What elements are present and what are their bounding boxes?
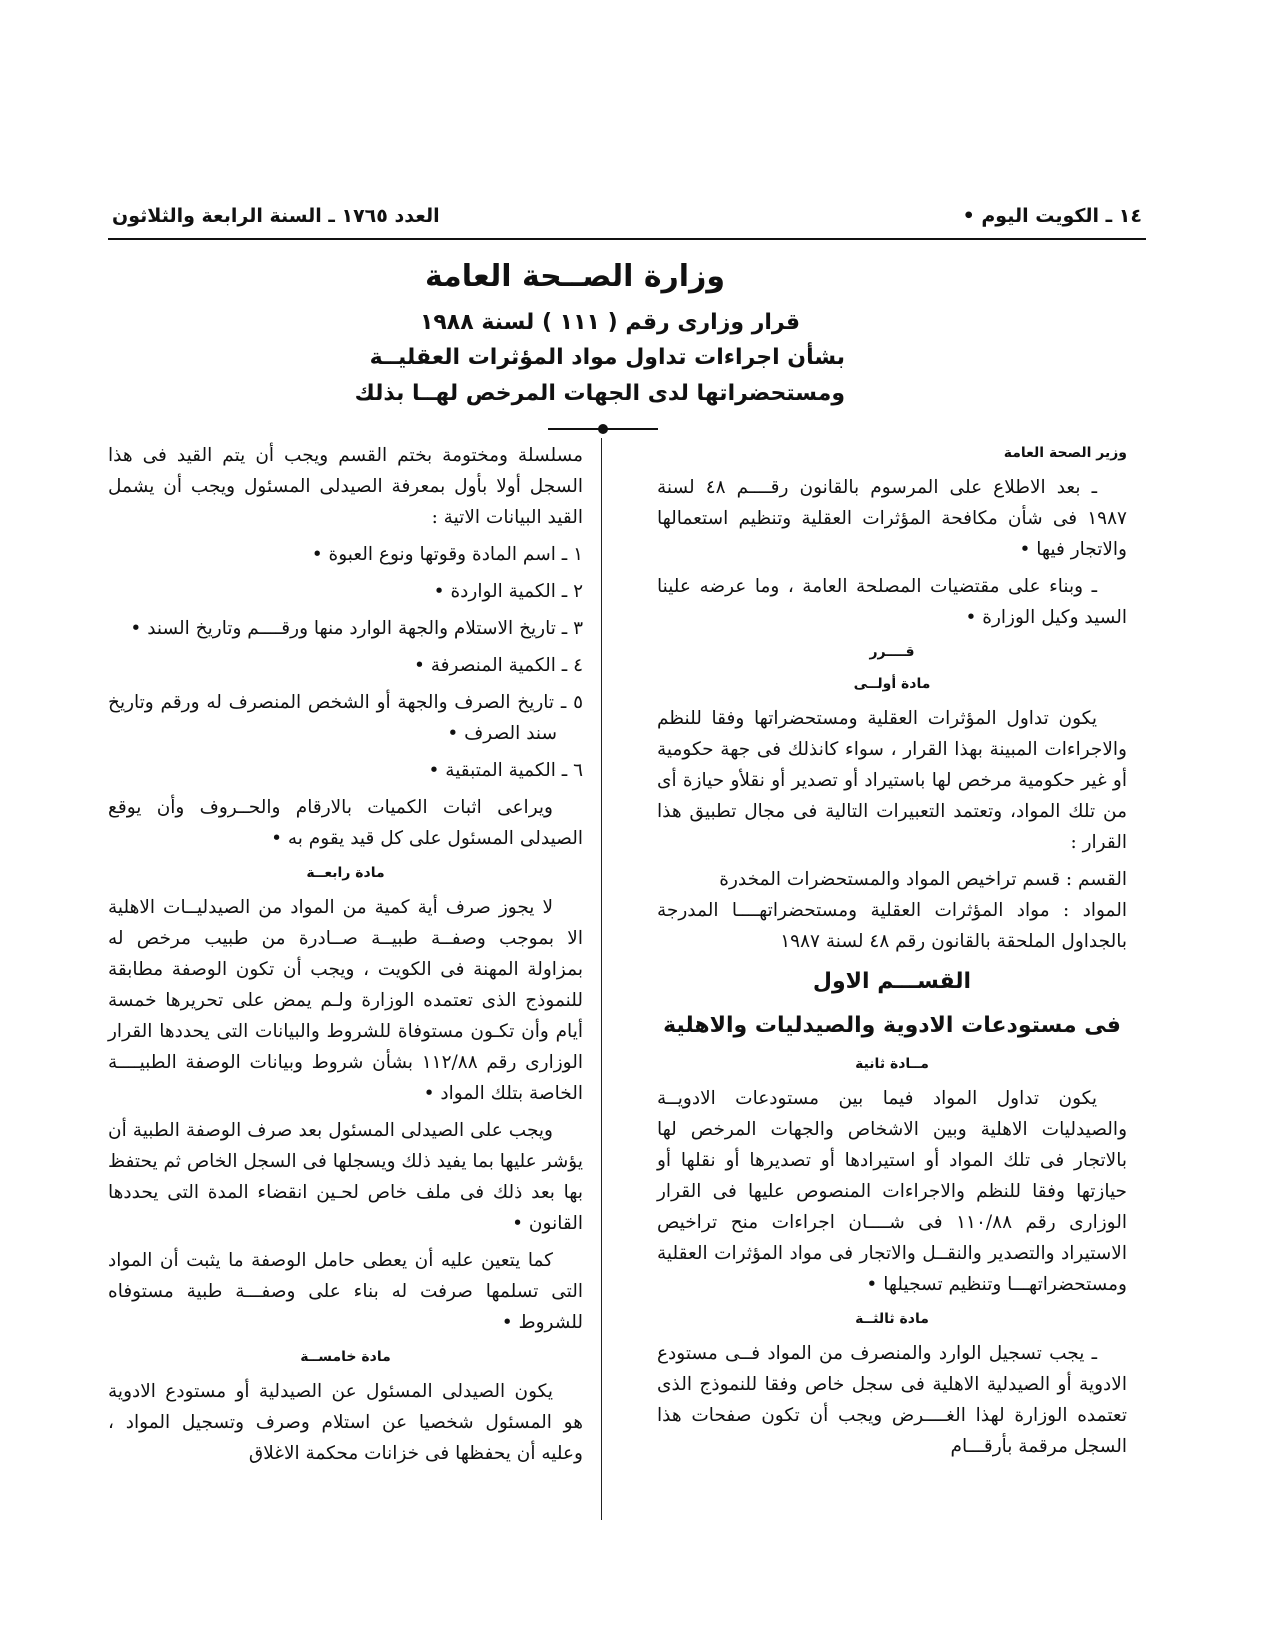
decree-number: قرار وزارى رقم ( ١١١ ) لسنة ١٩٨٨ <box>419 310 800 335</box>
register-item: ٣ ـ تاريخ الاستلام والجهة الوارد منها ورقــــم وتاريخ السند • <box>130 618 583 639</box>
article-4-text: لا يجوز صرف أية كمية من المواد من الصيدليــات الاهلية الا بموجب وصفــة طبيــة صــادرة من طبيب مرخص له بمزاولة المهنة فى الكويت ، ويجب أن تكون الوصفة مطابقة للنموذج الذى تعتمده الوزارة ولـم يمض على تحريرها خمسة أيام وأن تكـون مستوفاة للشروط والبيانات التى يحددها القرار الوزارى رقم ١١٢/٨٨ بشأن شروط وبيانات الوصفة الطبيــــة الخاصة بتلك المواد • <box>108 897 583 1104</box>
definition-materials: المواد : مواد المؤثرات العقلية ومستحضراتهــــا المدرجة بالجداول الملحقة بالقانون رقم ٤٨ لسنة ١٩٨٧ <box>657 900 1127 952</box>
running-header <box>112 205 1142 235</box>
left-column <box>108 440 583 1475</box>
issue-reference: العدد ١٧٦٥ ـ السنة الرابعة والثلاثون <box>112 205 440 227</box>
register-item: ٢ ـ الكمية الواردة • <box>433 581 583 602</box>
right-column <box>657 440 1127 1468</box>
article-1-text: يكون تداول المؤثرات العقلية ومستحضراتها وفقا للنظم والاجراءات المبينة بهذا القرار ، سواء كانذلك فى جهة حكومية أو غير حكومية مرخص لها باستيراد أو تصدير أو نقلأو حيازة أى من تلك المواد، وتعتمد التعبيرات التالية فى مجال تطبيق هذا القرار : <box>657 708 1127 853</box>
decided-label: قــــرر <box>869 644 915 660</box>
decree-subject-line-1: بشأن اجراءات تداول مواد المؤثرات العقليــة <box>369 345 845 370</box>
ministry-title: وزارة الصــحة العامة <box>424 259 725 294</box>
article-1-label: مادة أولــى <box>853 676 931 692</box>
preamble-paragraph-2: ـ وبناء على مقتضيات المصلحة العامة ، وما عرضه علينا السيد وكيل الوزارة • <box>657 576 1127 628</box>
quantities-paragraph: ويراعى اثبات الكميات بالارقام والحــروف وأن يوقع الصيدلى المسئول على كل قيد يقوم به • <box>108 797 583 849</box>
article-2-label: مــادة ثانية <box>855 1056 929 1072</box>
title-block <box>300 258 845 412</box>
article-3-text: ـ يجب تسجيل الوارد والمنصرف من المواد فــى مستودع الادوية أو الصيدلية الاهلية فى سجل خاص وفقا للنموذج الذى تعتمده الوزارة لهذا الغــــرض ويجب أن تكون صفحات هذا السجل مرقمة بأرقـــام <box>657 1343 1127 1457</box>
header-divider <box>108 238 1146 240</box>
register-item: ٦ ـ الكمية المتبقية • <box>428 760 583 781</box>
decree-subject-line-2: ومستحضراتها لدى الجهات المرخص لهــا بذلك <box>354 381 845 406</box>
minister-line: وزير الصحة العامة <box>1003 445 1127 461</box>
column-divider <box>601 438 602 1520</box>
preamble-paragraph-1: ـ بعد الاطلاع على المرسوم بالقانون رقــــم ٤٨ لسنة ١٩٨٧ فى شأن مكافحة المؤثرات العقلية وتنظيم استعمالها والاتجار فيها • <box>657 477 1127 560</box>
title-separator <box>548 424 658 434</box>
article-3-label: مادة ثالثــة <box>855 1311 929 1327</box>
article-5-label: مادة خامســة <box>300 1349 391 1365</box>
register-paragraph: مسلسلة ومختومة بختم القسم ويجب أن يتم القيد فى هذا السجل أولا بأول بمعرفة الصيدلى المسئول ويجب أن يشمل القيد البيانات الاتية : <box>108 445 583 528</box>
register-item: ٥ ـ تاريخ الصرف والجهة أو الشخص المنصرف له ورقم وتاريخ سند الصرف • <box>108 692 583 744</box>
article-2-text: يكون تداول المواد فيما بين مستودعات الادويــة والصيدليات الاهلية وبين الاشخاص والجهات المرخص لها بالاتجار فى تلك المواد أو استيرادها أو تصديرها أو نقلها أو حيازتها وفقا للنظم والاجراءات المنصوص عليها فى القرار الوزارى رقم ١١٠/٨٨ فى شــــان اجراءات منح تراخيص الاستيراد والتصدير والنقــل والاتجار فى مواد المؤثرات العقلية ومستحضراتهـــا وتنظيم تسجيلها • <box>657 1088 1127 1295</box>
article-5-text: يكون الصيدلى المسئول عن الصيدلية أو مستودع الادوية هو المسئول شخصيا عن استلام وصرف وتسجيل المواد ، وعليه أن يحفظها فى خزانات محكمة الاغلاق <box>108 1381 583 1464</box>
register-item: ١ ـ اسم المادة وقوتها ونوع العبوة • <box>311 544 583 565</box>
page-reference: ١٤ ـ الكويت اليوم • <box>962 205 1142 227</box>
section-title: القســـم الاول <box>812 969 972 994</box>
article-4-label: مادة رابعــة <box>306 865 385 881</box>
definition-section: القسم : قسم تراخيص المواد والمستحضرات المخدرة <box>719 869 1127 890</box>
register-item: ٤ ـ الكمية المنصرفة • <box>413 655 583 676</box>
proof-paragraph: كما يتعين عليه أن يعطى حامل الوصفة ما يثبت أن المواد التى تسلمها صرفت له بناء على وصفـــة طبية مستوفاه للشروط • <box>108 1250 583 1333</box>
separator-dot <box>598 424 608 434</box>
section-subtitle: فى مستودعات الادوية والصيدليات والاهلية <box>663 1013 1121 1038</box>
prescription-paragraph: ويجب على الصيدلى المسئول بعد صرف الوصفة الطبية أن يؤشر عليها بما يفيد ذلك ويسجلها فى السجل الخاص ثم يحتفظ بها بعد ذلك فى ملف خاص لحـين انقضاء المدة التى يحددها القانون • <box>108 1120 583 1234</box>
